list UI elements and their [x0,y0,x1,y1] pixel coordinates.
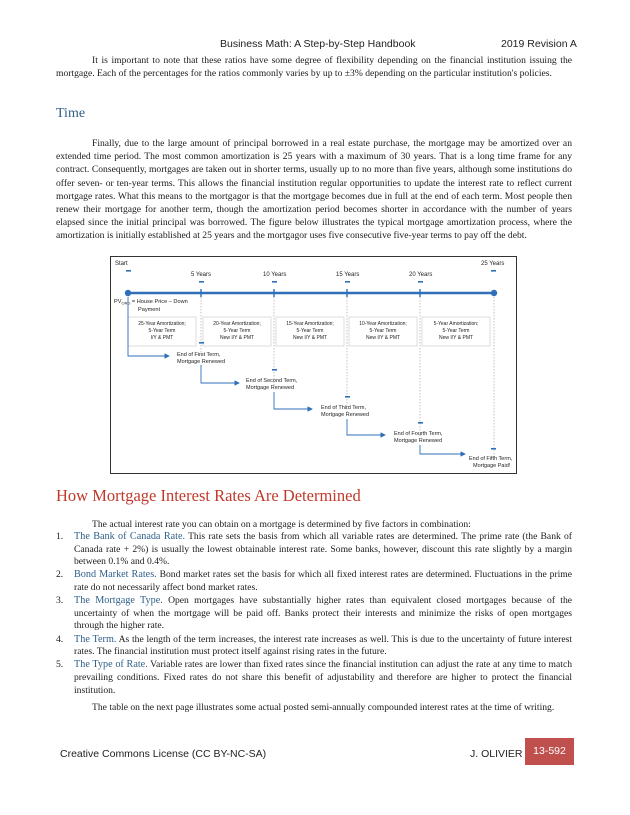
svg-text:New I/Y & PMT: New I/Y & PMT [438,335,474,341]
svg-text:20-Year Amortization;: 20-Year Amortization; [213,321,261,327]
closing-paragraph: The table on the next page illustrates some actual posted semi-annually compounded interest rates at the time of writing. [92,702,555,713]
intro-paragraph: It is important to note that these ratios have some degree of flexibility depending on the financial institution issuing the mortgage. Each of the percentages for the ratios commonly varies by up to ±3% depending on the particular institution's policies. [56,55,572,80]
footer-author: J. OLIVIER [470,748,523,760]
svg-text:New I/Y & PMT: New I/Y & PMT [292,335,328,341]
footer-license: Creative Commons License (CC BY-NC-SA) [60,748,267,760]
timeline-end-dot [491,290,497,296]
timeline-top-markers [126,270,496,283]
list-item: 1. The Bank of Canada Rate. This rate sets the basis from which all variable rates are determined. The prime rate (the Bank of Canada rate + 2%) is usually the lowest obtainable interest rate. Some banks, however, discount this rate slightly by a margin between 0.1% and 0.4%. [56,531,572,568]
factor-term: The Bank of Canada Rate. [74,531,186,542]
timeline-label-20-years: 20 Years [409,272,433,278]
svg-text:5-Year Term: 5-Year Term [148,328,176,334]
list-item: 2. Bond Market Rates. Bond market rates set the basis for which all fixed interest rates are determined. Fluctuations in the prime rate do not necessarily affect bond market rates. [56,569,572,593]
svg-text:5-Year Term: 5-Year Term [296,328,324,334]
term-box-2 [203,317,271,346]
svg-text:Mortgage Renewed: Mortgage Renewed [177,359,226,365]
svg-text:5-Year Term: 5-Year Term [369,328,397,334]
term-box-5 [422,317,490,346]
list-item: 5. The Type of Rate. Variable rates are lower than fixed rates since the financial institution can adjust the rate at any time to match prevailing conditions. Fixed rates do not share this benefit of adjustability and therefore are higher to protect the financial institution. [56,659,572,696]
svg-text:5-Year Term: 5-Year Term [442,328,470,334]
svg-text:End of Second Term,: End of Second Term, [246,378,298,384]
rate-factors-list [56,531,572,698]
svg-text:End of Fifth Term,: End of Fifth Term, [469,456,513,462]
svg-text:Mortgage Renewed: Mortgage Renewed [394,438,443,444]
svg-text:I/Y & PMT: I/Y & PMT [150,335,174,341]
term-end-markers [199,342,496,450]
timeline-label-5-years: 5 Years [191,272,212,278]
timeline-label-start: Start [115,261,128,267]
svg-text:End of First Term,: End of First Term, [177,352,221,358]
timeline-label-25-years: 25 Years [481,261,505,267]
svg-text:5-Year Amortization;: 5-Year Amortization; [433,321,479,327]
timeline-label-15-years: 15 Years [336,272,360,278]
pv-label: $PV_{ORD}$ = House Price – Down [114,299,188,306]
factor-term: The Term. [74,633,117,645]
svg-text:5-Year Term: 5-Year Term [223,328,251,334]
term-box-1 [128,317,196,346]
svg-text:Mortgage Renewed: Mortgage Renewed [321,412,370,418]
timeline-label-10-years: 10 Years [263,272,287,278]
svg-text:Mortgage Renewed: Mortgage Renewed [246,385,295,391]
factor-term: The Mortgage Type. [74,595,163,607]
svg-text:New I/Y & PMT: New I/Y & PMT [365,335,401,341]
list-item: 3. The Mortgage Type. Open mortgages have substantially higher rates than equivalent closed mortgages because of the uncertainty of when the mortgage will be paid off. Banks protect their interests and minimize the risks of open mortgages through the higher rate. [56,595,573,632]
running-header-revision: 2019 Revision A [501,38,577,50]
term-end-label-1 [177,352,225,365]
term-box-4 [349,317,417,346]
term-end-label-2 [246,378,298,391]
time-paragraph: Finally, due to the large amount of principal borrowed in a real estate purchase, the mortgage may be amortized over an extended time period. The most common amortization is 25 years with a maximum of 30 years. That is a long time frame for any contract. Consequently, mortgages are taken out in shorter terms, usually up to no more than five years, although some institutions do offer seven- or ten-year terms. This allows the financial institution regular opportunities to update the interest rate to reflect current mortgage rates. What this means to the mortgagor is that the mortgage becomes due in full at the end of each term. Most people then renew their mortgage for another term, though the amortization period becomes shorter in accordance with the number of years elapsed since the initial principal was borrowed. The figure below illustrates the typical mortgage amortization process, where the amortization is initially established at 25 years and the mortgagor uses five consecutive five-year terms to pay off the debt. [56,138,572,242]
svg-text:Mortgage Paid!: Mortgage Paid! [473,463,511,469]
list-item: 4. The Term. As the length of the term increases, the interest rate increases as well. This is due to the uncertainty of future interest rates. The financial institution must protect itself against rising rates in the future. [56,633,572,658]
term-end-label-3 [321,405,369,418]
rates-intro: The actual interest rate you can obtain on a mortgage is determined by five factors in combination: [92,519,471,530]
section-heading-time: Time [56,106,86,121]
factor-term: Bond Market Rates. [74,569,157,581]
svg-text:End of Fourth Term,: End of Fourth Term, [394,431,443,437]
svg-text:End of Third Term,: End of Third Term, [321,405,367,411]
term-end-label-4 [394,431,443,444]
svg-text:10-Year Amortization;: 10-Year Amortization; [359,321,407,327]
svg-text:New I/Y & PMT: New I/Y & PMT [219,335,255,341]
timeline-start-dot [125,290,131,296]
svg-text:25-Year Amortization;: 25-Year Amortization; [138,321,186,327]
svg-text:15-Year Amortization;: 15-Year Amortization; [286,321,334,327]
factor-term: The Type of Rate. [74,659,148,671]
amortization-diagram [111,257,516,473]
section-heading-interest-rates: How Mortgage Interest Rates Are Determined [56,486,361,505]
term-end-label-5 [469,456,513,469]
amortization-timeline-figure [110,256,517,474]
pv-label-line2: Payment [138,307,161,313]
running-header-title: Business Math: A Step-by-Step Handbook [220,38,416,50]
term-box-3 [276,317,344,346]
page-number-badge: 13-592 [525,738,574,765]
